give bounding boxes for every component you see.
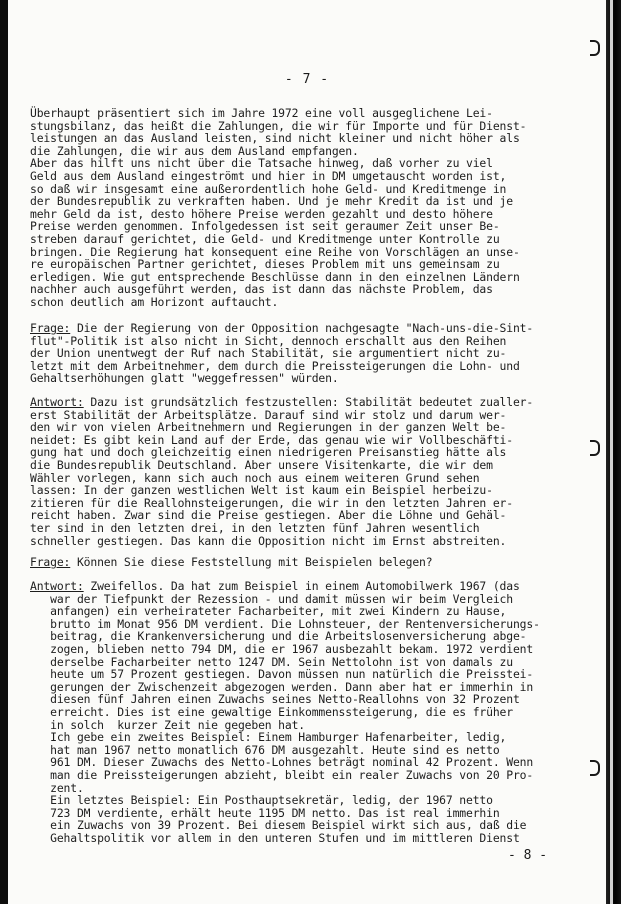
text-line: anfangen) ein verheirateter Facharbeiter, mit zwei Kindern zu Hause,: [30, 604, 507, 619]
paragraph-stabilitaet: [30, 107, 596, 309]
text-line: Ein letztes Beispiel: Ein Posthauptsekretär, ledig, der 1967 netto: [30, 793, 493, 808]
text-line: ein Zuwachs von 39 Prozent. Bei diesem Beispiel wirkt sich aus, daß die: [30, 818, 527, 833]
text-line: den wir von vielen Arbeitnehmern und Regierungen in der ganzen Welt be-: [30, 420, 507, 435]
text-line: streben darauf gerichtet, die Geld- und Kreditmenge unter Kontrolle zu: [30, 231, 500, 246]
text-line: nachher auch ausgeführt werden, das ist dann das nächste Problem, das: [30, 282, 493, 297]
text-line: flut"-Politik ist also nicht in Sicht, dennoch erschallt aus den Reihen: [30, 333, 507, 348]
text-line: heute um 57 Prozent gestiegen. Davon müssen nun natürlich die Preisstei-: [30, 667, 534, 682]
binder-ring: [590, 760, 600, 776]
text-line: reicht haben. Zwar sind die Preise gestiegen. Aber die Löhne und Gehäl-: [30, 508, 507, 523]
binder-ring: [590, 440, 600, 456]
text-line: re europäischen Partner gerichtet, dieses Problem mit uns gemeinsam zu: [30, 257, 500, 272]
text-line: hat man 1967 netto monatlich 676 DM ausgezahlt. Heute sind es netto: [30, 742, 500, 757]
text-line: die Bundesrepublik Deutschland. Aber unsere Visitenkarte, die wir dem: [30, 457, 493, 472]
text-line: der Bundesrepublik zu verkraften haben. Und je mehr Kredit da ist und je: [30, 194, 513, 209]
text-line: Überhaupt präsentiert sich im Jahre 1972 eine voll ausgeglichene Lei-: [30, 106, 493, 120]
text-line: 723 DM verdiente, erhält heute 1195 DM netto. Das ist real immerhin: [30, 805, 500, 820]
text-line: lassen: In der ganzen westlichen Welt ist kaum ein Beispiel herbeizu-: [30, 483, 493, 498]
text-line: so daß wir insgesamt eine außerordentlich hohe Geld- und Kreditmenge in: [30, 181, 507, 196]
text-line: erledigen. Wie gut entsprechende Beschlüsse dann in den einzelnen Ländern: [30, 269, 520, 284]
binder-edge: [606, 0, 621, 904]
text-line: mehr Geld da ist, desto höhere Preise werden gezahlt und desto höhere: [30, 206, 493, 221]
text-line: stungsbilanz, das heißt die Zahlungen, die wir für Importe und für Dienst-: [30, 118, 527, 133]
text-line: man die Preissteigerungen abzieht, bleibt ein realer Zuwachs von 20 Pro-: [30, 767, 534, 782]
text-line: leistungen an das Ausland leisten, sind nicht kleiner und nicht höher als: [30, 131, 520, 146]
text-line: gung hat und doch gleichzeitig einen niedrigeren Preisanstieg hätte als: [30, 445, 507, 460]
text-line: letzt mit dem Arbeitnehmer, dem durch die Preissteigerungen die Lohn- und: [30, 358, 520, 373]
question-beispiele: [30, 556, 596, 569]
text-line: schon deutlich am Horizont auftaucht.: [30, 294, 279, 309]
text-line: schneller gestiegen. Das kann die Opposition nicht im Ernst abstreiten.: [30, 533, 507, 548]
speaker-label: Frage:: [30, 321, 71, 335]
question-sintflut: [30, 322, 596, 385]
text-line: war der Tiefpunkt der Rezession - und damit müssen wir beim Vergleich: [30, 591, 513, 606]
text-line: die Zahlungen, die wir aus dem Ausland empfangen.: [30, 143, 359, 158]
speaker-label: Frage:: [30, 555, 71, 569]
text-line: beitrag, die Krankenversicherung und die Arbeitslosenversicherung abge-: [30, 629, 527, 644]
answer-stabilitaet: [30, 396, 596, 547]
next-page-number: - 8 -: [508, 848, 548, 863]
text-line: Gehaltspolitik vor allem in den unteren Stufen und im mittleren Dienst: [30, 830, 520, 845]
binder-ring: [590, 40, 600, 56]
speaker-label: Antwort:: [30, 395, 84, 409]
text-line: erst Stabilität der Arbeitsplätze. Darauf sind wir stolz und darum wer-: [30, 407, 507, 422]
text-line: Ich gebe ein zweites Beispiel: Einem Hamburger Hafenarbeiter, ledig,: [30, 730, 507, 745]
speaker-label: Antwort:: [30, 579, 84, 593]
text-line: zitieren für die Reallohnsteigerungen, die wir in den letzten Jahren er-: [30, 495, 513, 510]
text-line: Gehaltserhöhungen glatt "weggefressen" würden.: [30, 371, 339, 386]
text-line: derselbe Facharbeiter netto 1247 DM. Sein Nettolohn ist von damals zu: [30, 654, 513, 669]
text-line: brutto im Monat 956 DM verdient. Die Lohnsteuer, der Rentenversicherungs-: [30, 616, 540, 631]
text-line: 961 DM. Dieser Zuwachs des Netto-Lohnes beträgt nominal 42 Prozent. Wenn: [30, 755, 534, 770]
text-line: zogen, blieben netto 794 DM, die er 1967 ausbezahlt bekam. 1972 verdient: [30, 641, 534, 656]
text-line: Antwort: Zweifellos. Da hat zum Beispiel in einem Automobilwerk 1967 (das: [30, 579, 520, 593]
text-line: Preise werden genommen. Infolgedessen ist seit geraumer Zeit unser Be-: [30, 219, 500, 234]
text-line: neidet: Es gibt kein Land auf der Erde, das genau wie wir Vollbeschäfti-: [30, 432, 513, 447]
text-line: der Union unentwegt der Ruf nach Stabilität, sie argumentiert nicht zu-: [30, 346, 507, 361]
text-line: erreicht. Dies ist eine gewaltige Einkommenssteigerung, die es früher: [30, 704, 513, 719]
text-line: zent.: [30, 780, 84, 795]
text-line: Frage: Die der Regierung von der Opposition nachgesagte "Nach-uns-die-Sint-: [30, 321, 534, 335]
text-line: Frage: Können Sie diese Feststellung mit Beispielen belegen?: [30, 555, 433, 569]
text-line: ter sind in den letzten drei, in den letzten fünf Jahren wesentlich: [30, 520, 480, 535]
text-line: Wähler vorlegen, kann sich auch noch aus einem weiteren Grund sehen: [30, 470, 480, 485]
text-line: Aber das hilft uns nicht über die Tatsache hinweg, daß vorher zu viel: [30, 156, 493, 171]
text-line: diesen fünf Jahren einen Zuwachs seines Netto-Reallohns von 32 Prozent: [30, 692, 520, 707]
document-page: [8, 0, 606, 904]
text-line: Antwort: Dazu ist grundsätzlich festzustellen: Stabilität bedeutet zualler-: [30, 395, 534, 409]
text-line: gerungen der Zwischenzeit abgezogen werden. Dann aber hat er immerhin in: [30, 679, 534, 694]
page-number: - 7 -: [284, 72, 330, 87]
answer-beispiele: [30, 580, 596, 844]
text-line: in solch kurzer Zeit nie gegeben hat.: [30, 717, 306, 732]
text-line: Geld aus dem Ausland eingeströmt und hier in DM umgetauscht worden ist,: [30, 168, 507, 183]
text-line: bringen. Die Regierung hat konsequent eine Reihe von Vorschlägen an unse-: [30, 244, 520, 259]
